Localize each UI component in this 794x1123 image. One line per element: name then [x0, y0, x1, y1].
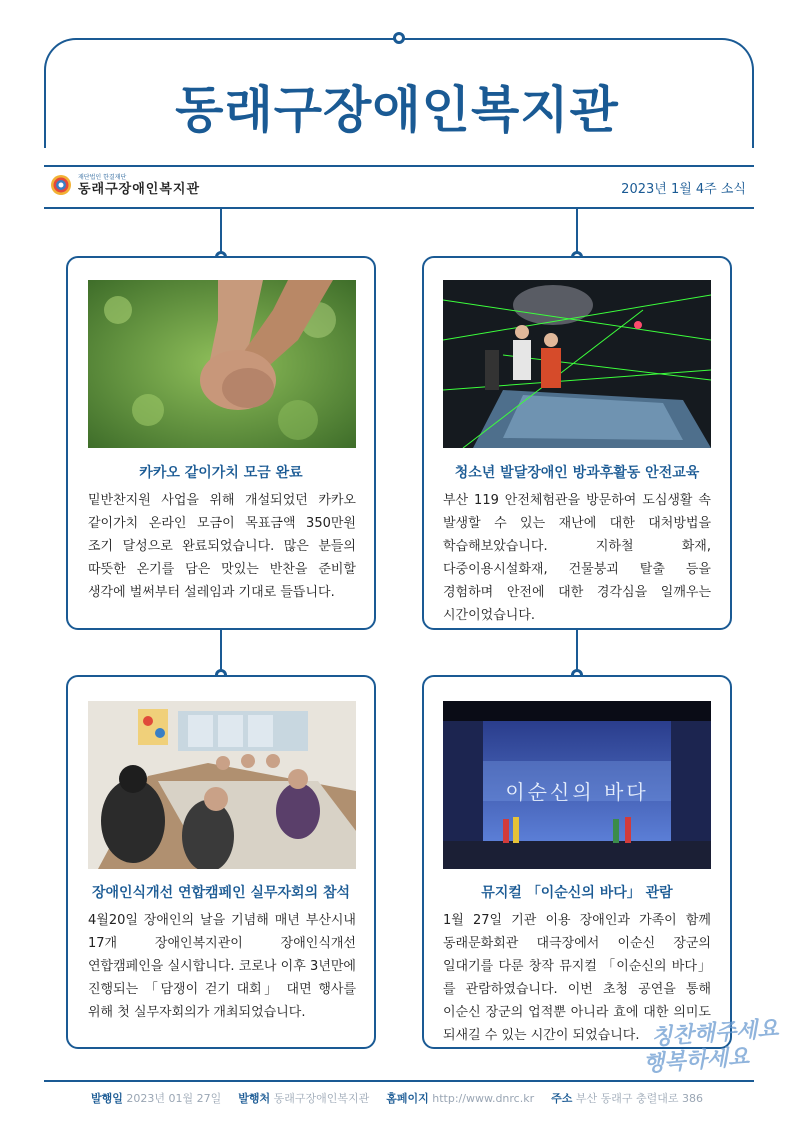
logo-emblem-icon	[50, 174, 72, 196]
photo-holding-hands	[88, 280, 356, 448]
photo-meeting	[88, 701, 356, 869]
card-body: 부산 119 안전체험관을 방문하여 도심생활 속 발생할 수 있는 재난에 대한 대처방법을 학습해보았습니다. 지하철 화재, 다중이용시설화재, 건물붕괴 탈출 등을 경험하며 안전에 대한 경각심을 일깨우는 시간이었습니다.	[443, 493, 711, 623]
homepage-link[interactable]: http://www.dnrc.kr	[432, 1092, 535, 1105]
photo-laser-safety-training	[443, 280, 711, 448]
signature-line: 칭찬해주세요	[650, 1015, 780, 1051]
header-ring-ornament	[393, 32, 405, 44]
page-title: 동래구장애인복지관	[175, 81, 619, 139]
card-body: 1월 27일 기관 이용 장애인과 가족이 함께 동래문화회관 대극장에서 이순신 장군의 일대기를 다룬 창작 뮤지컬 「이순신의 바다」를 관람하였습니다. 이번 초청 공연을 통해 이순신 장군의 업적뿐 아니라 효에 대한 의미도 되새길 수 있는 시간이 되었습니다.	[443, 913, 711, 1043]
publisher-name: 동래구장애인복지관	[273, 1092, 370, 1105]
card-title: 뮤지컬 「이순신의 바다」 관람	[481, 885, 673, 901]
footer-label: 홈페이지	[386, 1092, 429, 1105]
logo-organization-name: 동래구장애인복지관	[78, 181, 201, 197]
footer-info	[0, 1090, 794, 1106]
footer-label: 주소	[551, 1092, 573, 1105]
issue-date: 2023년 1월 4주 소식	[621, 182, 746, 197]
handwritten-signature	[642, 1015, 782, 1078]
address-text: 부산 동래구 충렬대로 386	[575, 1092, 704, 1105]
card-body: 밑반찬지원 사업을 위해 개설되었던 카카오 같이가치 온라인 모금이 목표금액 350만원 조기 달성으로 완료되었습니다. 많은 분들의 따뜻한 온기를 담은 맛있는 반찬을 준비할 생각에 벌써부터 설레임과 기대로 들뜹니다.	[88, 493, 356, 600]
connector-line	[220, 208, 222, 256]
footer-rule	[44, 1080, 754, 1082]
card-body: 4월20일 장애인의 날을 기념해 매년 부산시내 17개 장애인복지관이 장애인식개선 연합캠페인을 실시합니다. 코로나 이후 3년만에 진행되는 「담쟁이 걷기 대회」 대면 행사를 위해 첫 실무자회의가 개최되었습니다.	[88, 913, 356, 1020]
footer-label: 발행처	[238, 1092, 271, 1105]
header-bottom-rule	[44, 207, 754, 209]
card-title: 카카오 같이가치 모금 완료	[139, 465, 303, 481]
organization-logo	[50, 174, 200, 196]
header-top-rule	[44, 165, 754, 167]
logo-foundation-name: 재단법인 한결재단	[78, 173, 127, 181]
stage-title-text: 이순신의 바다	[505, 780, 649, 804]
card-title: 청소년 발달장애인 방과후활동 안전교육	[454, 465, 700, 481]
connector-line	[576, 208, 578, 256]
footer-label: 발행일	[90, 1092, 123, 1105]
publication-date: 2023년 01월 27일	[126, 1092, 222, 1105]
card-title: 장애인식개선 연합캠페인 실무자회의 참석	[91, 885, 351, 901]
signature-line: 행복하세요	[642, 1043, 751, 1078]
